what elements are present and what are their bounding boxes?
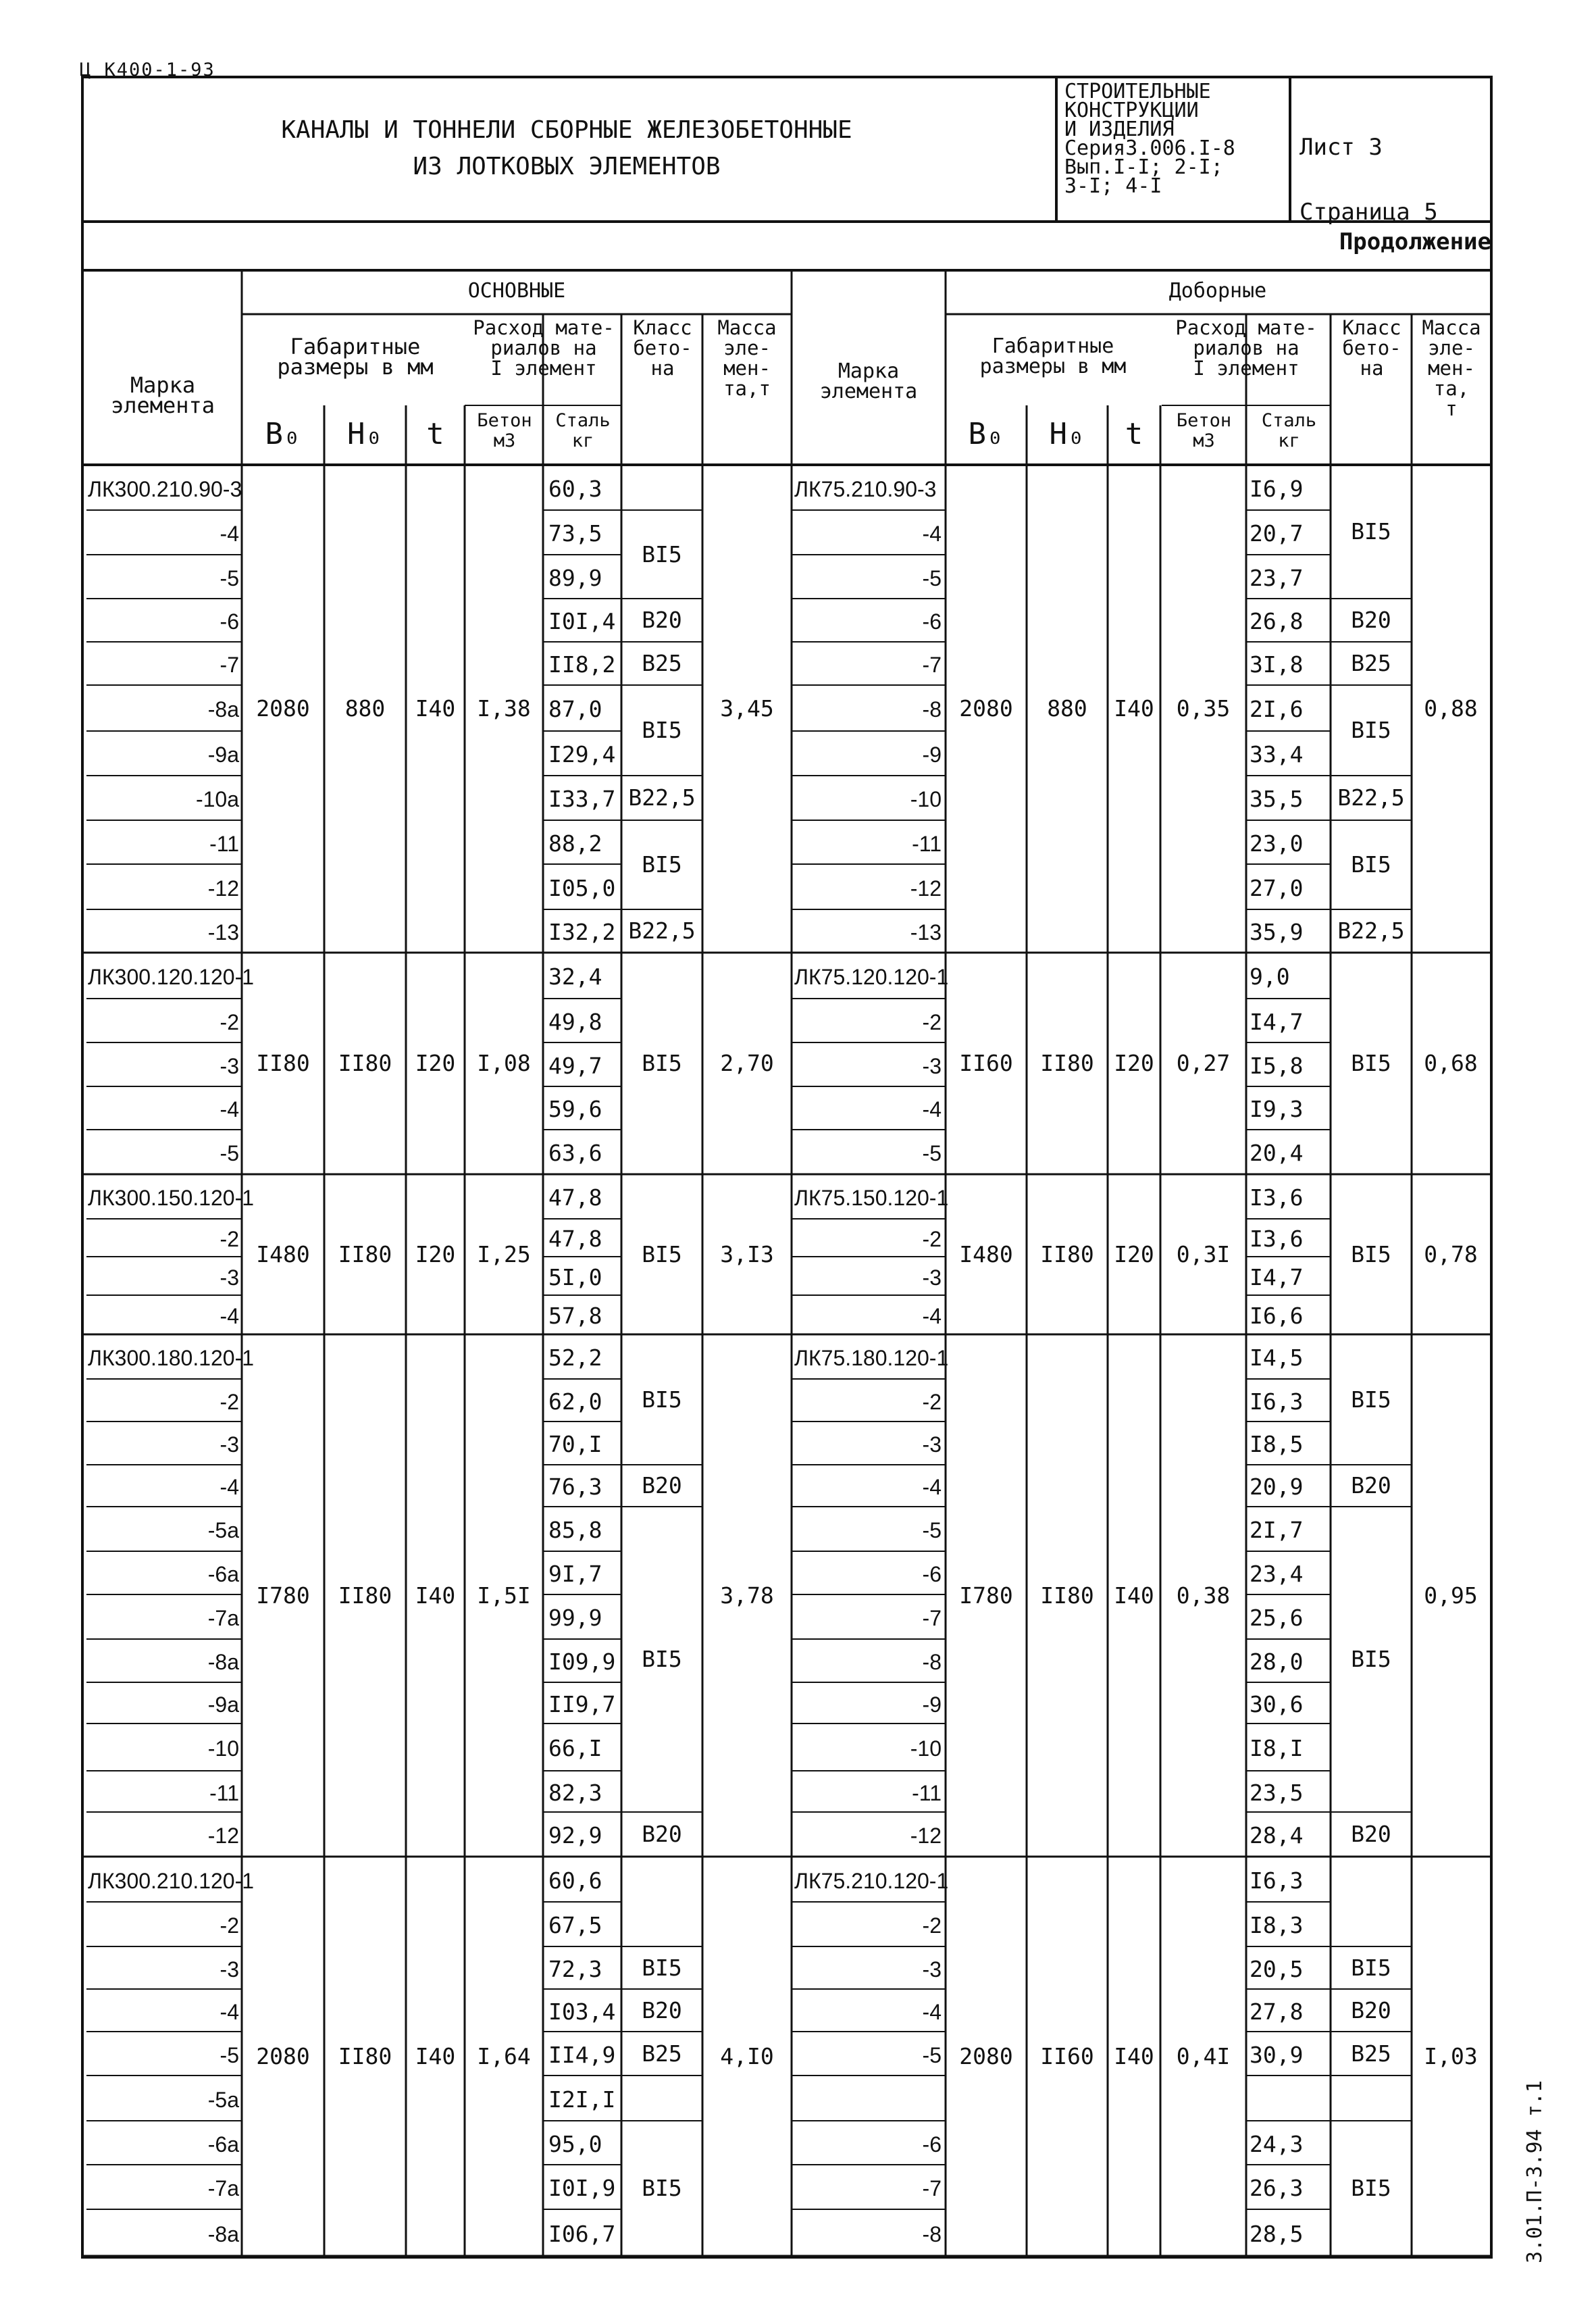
add-steel-value: I6,3 (1250, 1388, 1304, 1415)
main-steel-value: 63,6 (548, 1140, 602, 1166)
add-concrete-class: B22,5 (1337, 917, 1405, 944)
b-header-main: B₀ (265, 417, 301, 451)
class-header-add: Класс бето- на (1342, 316, 1401, 380)
add-element-mark: -8 (922, 1650, 942, 1674)
concrete-header-main: Бетон м3 (477, 410, 532, 451)
main-concrete-volume: I,25 (477, 1240, 531, 1267)
main-concrete-class: BI5 (642, 540, 682, 568)
add-element-mark: -5 (922, 1141, 942, 1165)
add-steel-value: 27,0 (1250, 874, 1304, 901)
main-steel-value: 72,3 (548, 1955, 602, 1982)
main-element-mark: -7а (207, 1606, 239, 1630)
add-element-mark: -3 (922, 1053, 942, 1078)
add-steel-value: I6,3 (1250, 1867, 1304, 1894)
add-steel-value: 30,9 (1250, 2041, 1304, 2068)
main-thickness-t: I40 (415, 1582, 456, 1609)
main-element-mass: 3,78 (720, 1582, 774, 1609)
add-element-mark: -4 (922, 522, 942, 546)
main-element-mark: ЛК300.180.120-1 (88, 1346, 255, 1370)
add-concrete-class: B22,5 (1337, 784, 1405, 811)
add-element-mark: -8 (922, 697, 942, 722)
add-element-mark: -3 (922, 1265, 942, 1290)
add-height-h: II80 (1040, 1582, 1094, 1609)
main-element-mark: -10а (195, 787, 239, 811)
mark-header-main: Марка элемента (110, 372, 215, 418)
add-concrete-class: BI5 (1351, 1240, 1391, 1267)
main-concrete-class: BI5 (642, 851, 682, 878)
main-element-mark: -6 (220, 609, 239, 634)
add-element-mark: -11 (912, 1780, 942, 1805)
main-concrete-class: B20 (642, 1996, 682, 2023)
add-thickness-t: I40 (1114, 1582, 1154, 1609)
consumption-header-add: Расход мате- риалов на I элемент (1175, 316, 1317, 380)
main-element-mark: -6а (207, 2132, 239, 2157)
main-steel-value: 32,4 (548, 963, 602, 990)
add-thickness-t: I20 (1114, 1240, 1154, 1267)
main-element-mark: -9а (207, 743, 239, 767)
add-thickness-t: I40 (1114, 695, 1154, 722)
main-steel-value: I0I,9 (548, 2175, 616, 2201)
add-element-mass: 0,88 (1424, 695, 1478, 722)
main-element-mark: -2 (220, 1009, 239, 1034)
add-steel-value: 20,9 (1250, 1474, 1304, 1500)
add-steel-value: 35,9 (1250, 919, 1304, 945)
series-info: СТРОИТЕЛЬНЫЕ КОНСТРУКЦИИ И ИЗДЕЛИЯ Серия3.006.I-8 Вып.I-I; 2-I; 3-I; 4-I (1055, 78, 1291, 220)
main-height-h: II80 (338, 2042, 392, 2069)
document-code: Ц К400-1-93 (80, 59, 215, 80)
main-width-b: 2080 (256, 2042, 310, 2069)
main-element-mass: 3,I3 (720, 1240, 774, 1267)
add-element-mass: 0,68 (1424, 1050, 1478, 1076)
main-element-mark: -2 (220, 1389, 239, 1414)
main-steel-value: I06,7 (548, 2220, 616, 2247)
consumption-header-main: Расход мате- риалов на I элемент (473, 316, 615, 380)
add-width-b: I780 (959, 1582, 1013, 1609)
main-element-mass: 4,I0 (720, 2042, 774, 2069)
main-height-h: II80 (338, 1582, 392, 1609)
add-element-mark: -6 (922, 1562, 942, 1586)
add-steel-value: 28,0 (1250, 1649, 1304, 1675)
main-element-mark: -11 (209, 1780, 239, 1805)
add-element-mark: -8 (922, 2221, 942, 2246)
main-steel-value: I0I,4 (548, 608, 616, 634)
main-concrete-class: B22,5 (628, 784, 696, 811)
t-header-main: t (426, 417, 444, 451)
main-element-mark: -4 (220, 1304, 239, 1328)
main-element-mark: -5а (207, 1518, 239, 1542)
main-element-mass: 3,45 (720, 695, 774, 722)
add-element-mark: -13 (910, 920, 942, 945)
add-steel-value: I8,3 (1250, 1912, 1304, 1938)
t-header-add: t (1125, 417, 1143, 451)
main-steel-value: 59,6 (548, 1096, 602, 1122)
main-concrete-class: B25 (642, 2040, 682, 2067)
add-steel-value: I4,7 (1250, 1008, 1304, 1035)
add-concrete-class: B20 (1351, 1472, 1391, 1499)
main-element-mark: -4 (220, 1097, 239, 1122)
main-element-mark: -7а (207, 2176, 239, 2200)
main-element-mark: -3 (220, 1957, 239, 1982)
main-concrete-class: B22,5 (628, 917, 696, 944)
main-steel-value: I29,4 (548, 741, 616, 768)
main-steel-value: 49,8 (548, 1008, 602, 1035)
add-height-h: II80 (1040, 1050, 1094, 1076)
main-steel-value: 47,8 (548, 1226, 602, 1252)
main-height-h: II80 (338, 1050, 392, 1076)
add-concrete-class: BI5 (1351, 518, 1391, 545)
main-steel-value: 49,7 (548, 1052, 602, 1079)
main-element-mark: -8а (207, 2221, 239, 2246)
add-steel-value: 20,4 (1250, 1140, 1304, 1166)
add-steel-value: I5,8 (1250, 1052, 1304, 1079)
main-width-b: I480 (256, 1240, 310, 1267)
main-element-mark: ЛК300.210.120-1 (88, 1868, 255, 1893)
main-element-mass: 2,70 (720, 1050, 774, 1076)
main-steel-value: 82,3 (548, 1779, 602, 1806)
add-steel-value: I8,5 (1250, 1431, 1304, 1457)
add-element-mark: ЛК75.210.90-3 (794, 476, 937, 501)
main-steel-value: 95,0 (548, 2130, 602, 2157)
add-width-b: I480 (959, 1240, 1013, 1267)
main-element-mark: -8а (207, 697, 239, 722)
main-element-mark: -12 (207, 876, 239, 901)
main-element-mark: -5а (207, 2087, 239, 2112)
main-thickness-t: I20 (415, 1240, 456, 1267)
add-element-mark: ЛК75.120.120-1 (794, 965, 949, 989)
main-thickness-t: I40 (415, 695, 456, 722)
add-group-header: Доборные (1168, 279, 1267, 303)
main-group-header: ОСНОВНЫЕ (467, 279, 566, 303)
add-height-h: II60 (1040, 2042, 1094, 2069)
add-element-mark: -9 (922, 1692, 942, 1717)
main-steel-value: 52,2 (548, 1344, 602, 1371)
main-steel-value: 62,0 (548, 1388, 602, 1415)
main-steel-value: 9I,7 (548, 1561, 602, 1587)
main-steel-value: II4,9 (548, 2041, 616, 2068)
main-steel-value: 70,I (548, 1431, 602, 1457)
mark-header-add: Марка элемента (819, 359, 918, 403)
add-concrete-volume: 0,4I (1176, 2042, 1231, 2069)
add-concrete-volume: 0,35 (1176, 695, 1231, 722)
main-thickness-t: I20 (415, 1050, 456, 1076)
add-concrete-class: B25 (1351, 2040, 1391, 2067)
main-concrete-volume: I,08 (477, 1050, 531, 1076)
add-steel-value: 25,6 (1250, 1605, 1304, 1631)
add-steel-value: 23,0 (1250, 830, 1304, 857)
add-concrete-volume: 0,3I (1176, 1240, 1231, 1267)
mass-header-add: Масса эле- мен- та, т (1422, 316, 1481, 420)
main-steel-value: I05,0 (548, 874, 616, 901)
add-element-mass: 0,95 (1424, 1582, 1478, 1609)
main-height-h: 880 (344, 695, 386, 722)
main-concrete-volume: I,64 (477, 2042, 531, 2069)
main-width-b: II80 (256, 1050, 310, 1076)
add-element-mark: -2 (922, 1227, 942, 1251)
main-steel-value: 85,8 (548, 1517, 602, 1543)
main-concrete-class: BI5 (642, 1646, 682, 1672)
add-steel-value: 20,5 (1250, 1955, 1304, 1982)
main-element-mark: -5 (220, 565, 239, 590)
main-steel-value: 88,2 (548, 830, 602, 857)
main-element-mark: -7 (220, 653, 239, 677)
main-element-mark: -11 (209, 831, 239, 856)
main-steel-value: 5I,0 (548, 1263, 602, 1290)
add-steel-value: 23,5 (1250, 1779, 1304, 1806)
add-concrete-volume: 0,27 (1176, 1050, 1231, 1076)
main-concrete-class: BI5 (642, 1050, 682, 1076)
main-steel-value: 89,9 (548, 564, 602, 591)
add-height-h: II80 (1040, 1240, 1094, 1267)
add-steel-value: I6,6 (1250, 1303, 1304, 1329)
add-steel-value: 2I,7 (1250, 1517, 1304, 1543)
add-width-b: II60 (959, 1050, 1013, 1076)
add-steel-value: 3I,8 (1250, 651, 1304, 678)
add-element-mark: -12 (910, 876, 942, 901)
main-element-mark: -8а (207, 1650, 239, 1674)
add-steel-value: 2I,6 (1250, 696, 1304, 722)
add-steel-value: I4,7 (1250, 1263, 1304, 1290)
main-element-mark: ЛК300.120.120-1 (88, 965, 255, 989)
dims-header-main: Габаритные размеры в мм (277, 334, 434, 380)
add-steel-value: 28,5 (1250, 2220, 1304, 2247)
steel-header-main: Сталь кг (555, 410, 611, 451)
main-concrete-class: B20 (642, 1472, 682, 1499)
main-element-mark: -5 (220, 1141, 239, 1165)
add-element-mark: ЛК75.180.120-1 (794, 1346, 949, 1370)
b-header-add: B₀ (968, 417, 1004, 451)
main-element-mark: -6а (207, 1562, 239, 1586)
h-header-add: H₀ (1049, 417, 1085, 451)
add-steel-value: 28,4 (1250, 1822, 1304, 1848)
add-steel-value: 9,0 (1250, 963, 1290, 990)
dims-header-add: Габаритные размеры в мм (979, 334, 1127, 378)
add-concrete-class: BI5 (1351, 851, 1391, 878)
add-element-mark: -3 (922, 1432, 942, 1457)
add-element-mark: ЛК75.150.120-1 (794, 1186, 949, 1210)
main-element-mark: -12 (207, 1823, 239, 1848)
add-width-b: 2080 (959, 2042, 1013, 2069)
main-concrete-volume: I,38 (477, 695, 531, 722)
main-steel-value: I2I,I (548, 2086, 616, 2113)
main-steel-value: 66,I (548, 1735, 602, 1761)
add-steel-value: 24,3 (1250, 2130, 1304, 2157)
main-element-mark: -3 (220, 1265, 239, 1290)
sheet-number: Лист 3 (1299, 134, 1383, 161)
main-element-mark: -9а (207, 1692, 239, 1717)
main-concrete-class: BI5 (642, 1240, 682, 1267)
document-title: КАНАЛЫ И ТОННЕЛИ СБОРНЫЕ ЖЕЛЕЗОБЕТОННЫЕ ИЗ ЛОТКОВЫХ ЭЛЕМЕНТОВ (281, 116, 852, 180)
main-steel-value: II8,2 (548, 651, 616, 678)
main-steel-value: 60,6 (548, 1867, 602, 1894)
main-steel-value: 87,0 (548, 696, 602, 722)
main-steel-value: 92,9 (548, 1822, 602, 1848)
main-element-mark: -3 (220, 1432, 239, 1457)
add-concrete-class: BI5 (1351, 1050, 1391, 1076)
add-concrete-class: B25 (1351, 650, 1391, 676)
main-steel-value: 76,3 (548, 1474, 602, 1500)
add-element-mark: -4 (922, 1999, 942, 2024)
add-element-mark: -11 (912, 831, 942, 856)
add-height-h: 880 (1047, 695, 1087, 722)
add-thickness-t: I40 (1114, 2042, 1154, 2069)
add-steel-value: 23,4 (1250, 1561, 1304, 1587)
main-steel-value: 57,8 (548, 1303, 602, 1329)
add-steel-value: 23,7 (1250, 564, 1304, 591)
add-element-mass: 0,78 (1424, 1240, 1478, 1267)
add-element-mark: -2 (922, 1913, 942, 1938)
main-element-mark: -4 (220, 522, 239, 546)
main-steel-value: I33,7 (548, 786, 616, 812)
add-width-b: 2080 (959, 695, 1013, 722)
add-element-mark: -7 (922, 653, 942, 677)
add-steel-value: 33,4 (1250, 741, 1304, 768)
add-element-mark: -3 (922, 1957, 942, 1982)
add-steel-value: I8,I (1250, 1735, 1304, 1761)
main-concrete-class: BI5 (642, 1386, 682, 1413)
add-steel-value: I3,6 (1250, 1184, 1304, 1211)
main-element-mark: ЛК300.150.120-1 (88, 1186, 255, 1210)
add-concrete-class: B20 (1351, 1996, 1391, 2023)
add-element-mark: -10 (910, 1736, 942, 1761)
main-element-mark: -13 (207, 920, 239, 945)
main-element-mark: -4 (220, 1999, 239, 2024)
add-element-mark: -4 (922, 1304, 942, 1328)
add-element-mark: -4 (922, 1475, 942, 1499)
main-concrete-class: B25 (642, 650, 682, 676)
main-height-h: II80 (338, 1240, 392, 1267)
class-header-main: Класс бето- на (633, 316, 692, 380)
main-concrete-class: BI5 (642, 717, 682, 743)
add-element-mark: -2 (922, 1389, 942, 1414)
add-concrete-volume: 0,38 (1176, 1582, 1231, 1609)
add-element-mark: -7 (922, 1606, 942, 1630)
add-element-mark: -7 (922, 2176, 942, 2200)
add-element-mark: -6 (922, 2132, 942, 2157)
side-stamp: 3.01.П-3.94 т.1 (1523, 2080, 1547, 2263)
add-steel-value: 26,3 (1250, 2175, 1304, 2201)
main-element-mark: -4 (220, 1475, 239, 1499)
main-steel-value: 47,8 (548, 1184, 602, 1211)
add-element-mark: -6 (922, 609, 942, 634)
main-element-mark: -3 (220, 1053, 239, 1078)
add-steel-value: I4,5 (1250, 1344, 1304, 1371)
main-concrete-volume: I,5I (477, 1582, 531, 1609)
add-element-mark: -5 (922, 2042, 942, 2067)
add-steel-value: 27,8 (1250, 1998, 1304, 2025)
add-steel-value: I9,3 (1250, 1096, 1304, 1122)
main-element-mark: ЛК300.210.90-3 (88, 476, 242, 501)
main-steel-value: 60,3 (548, 475, 602, 502)
main-concrete-class: BI5 (642, 2175, 682, 2201)
add-element-mark: -2 (922, 1009, 942, 1034)
add-concrete-class: BI5 (1351, 2175, 1391, 2201)
main-element-mark: -5 (220, 2042, 239, 2067)
h-header-main: H₀ (347, 417, 383, 451)
main-steel-value: I32,2 (548, 919, 616, 945)
main-steel-value: 99,9 (548, 1605, 602, 1631)
steel-header-add: Сталь кг (1261, 410, 1317, 451)
add-element-mark: -12 (910, 1823, 942, 1848)
add-concrete-class: BI5 (1351, 1954, 1391, 1981)
main-steel-value: I09,9 (548, 1649, 616, 1675)
page-number: Страница 5 (1299, 199, 1438, 226)
main-steel-value: I03,4 (548, 1998, 616, 2025)
concrete-header-add: Бетон м3 (1176, 410, 1232, 451)
main-width-b: 2080 (256, 695, 310, 722)
add-concrete-class: B20 (1351, 607, 1391, 633)
add-steel-value: I3,6 (1250, 1226, 1304, 1252)
main-thickness-t: I40 (415, 2042, 456, 2069)
main-element-mark: -2 (220, 1913, 239, 1938)
add-concrete-class: BI5 (1351, 1386, 1391, 1413)
mass-header-main: Масса эле- мен- та,т (717, 316, 777, 400)
main-steel-value: II9,7 (548, 1690, 616, 1717)
add-concrete-class: BI5 (1351, 1646, 1391, 1672)
add-element-mass: I,03 (1424, 2042, 1478, 2069)
main-steel-value: 73,5 (548, 520, 602, 547)
add-concrete-class: B20 (1351, 1821, 1391, 1847)
add-element-mark: -4 (922, 1097, 942, 1122)
main-element-mark: -2 (220, 1227, 239, 1251)
main-concrete-class: BI5 (642, 1954, 682, 1981)
main-element-mark: -10 (207, 1736, 239, 1761)
continuation-label: Продолжение (1339, 228, 1491, 255)
add-element-mark: -10 (910, 787, 942, 811)
add-element-mark: -9 (922, 743, 942, 767)
add-concrete-class: BI5 (1351, 717, 1391, 743)
add-element-mark: -5 (922, 565, 942, 590)
add-thickness-t: I20 (1114, 1050, 1154, 1076)
main-concrete-class: B20 (642, 1821, 682, 1847)
main-steel-value: 67,5 (548, 1912, 602, 1938)
add-element-mark: ЛК75.210.120-1 (794, 1868, 949, 1893)
add-steel-value: 26,8 (1250, 608, 1304, 634)
main-width-b: I780 (256, 1582, 310, 1609)
add-steel-value: 30,6 (1250, 1690, 1304, 1717)
add-steel-value: 35,5 (1250, 786, 1304, 812)
add-steel-value: I6,9 (1250, 475, 1304, 502)
main-concrete-class: B20 (642, 607, 682, 633)
add-steel-value: 20,7 (1250, 520, 1304, 547)
add-element-mark: -5 (922, 1518, 942, 1542)
